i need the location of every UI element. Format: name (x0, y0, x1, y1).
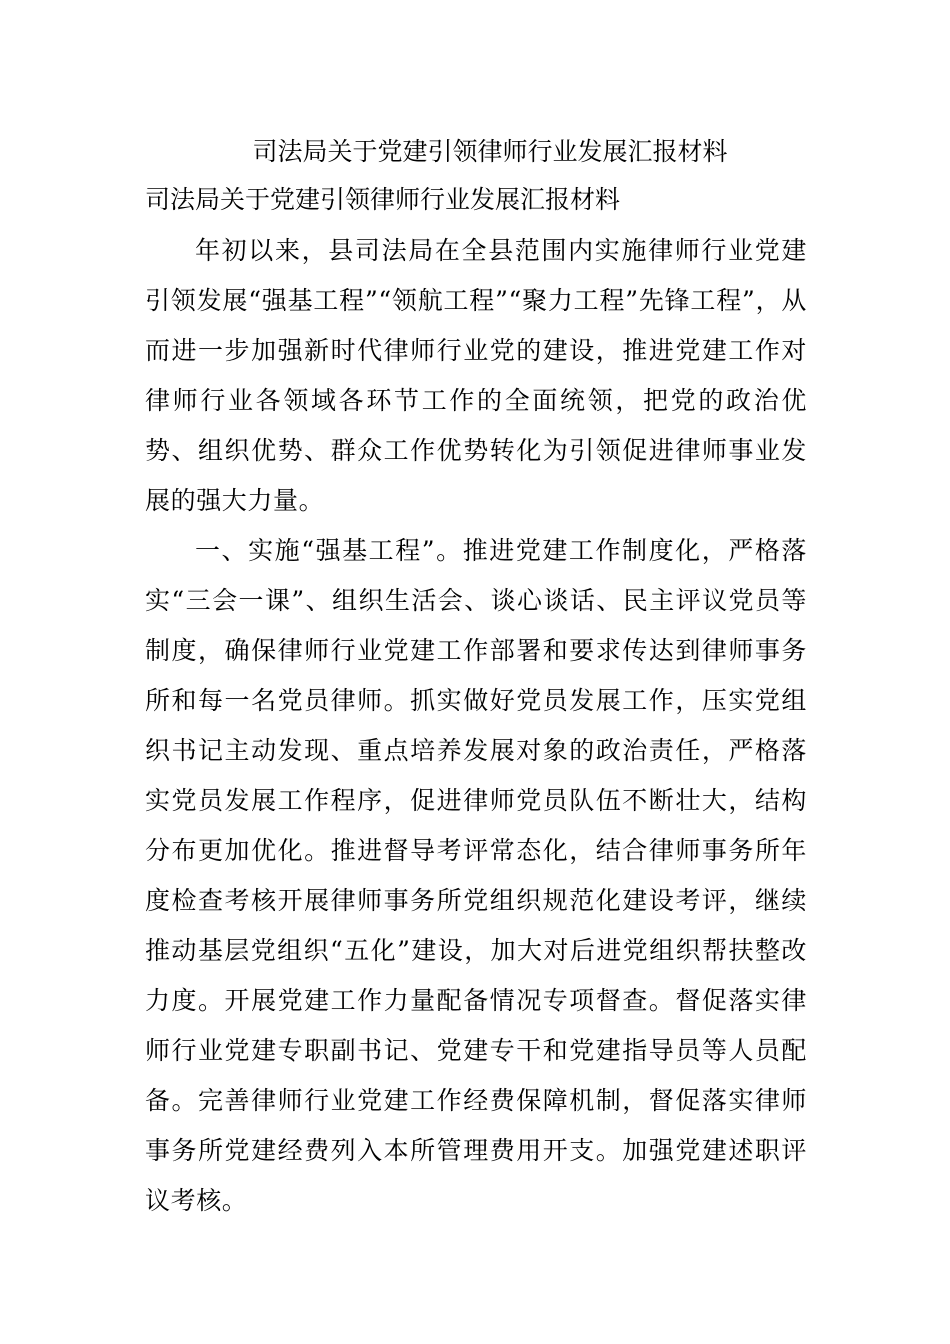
paragraph-intro: 年初以来，县司法局在全县范围内实施律师行业党建引领发展“强基工程”“领航工程”“聚力工程”先锋工程”，从而进一步加强新时代律师行业党的建设，推进党建工作对律师行业各领域各环节工作的全面统领，把党的政治优势、组织优势、群众工作优势转化为引领促进律师事业发展的强大力量。 (145, 236, 807, 515)
document-subtitle: 司法局关于党建引领律师行业发展汇报材料 (145, 185, 621, 214)
document-body (145, 226, 807, 1226)
paragraph-section-one: 一、实施“强基工程”。推进党建工作制度化，严格落实“三会一课”、组织生活会、谈心谈话、民主评议党员等制度，确保律师行业党建工作部署和要求传达到律师事务所和每一名党员律师。抓实做好党员发展工作，压实党组织书记主动发现、重点培养发展对象的政治责任，严格落实党员发展工作程序，促进律师党员队伍不断壮大，结构分布更加优化。推进督导考评常态化，结合律师事务所年度检查考核开展律师事务所党组织规范化建设考评，继续推动基层党组织“五化”建设，加大对后进党组织帮扶整改力度。开展党建工作力量配备情况专项督查。督促落实律师行业党建专职副书记、党建专干和党建指导员等人员配备。完善律师行业党建工作经费保障机制，督促落实律师事务所党建经费列入本所管理费用开支。加强党建述职评议考核。 (145, 536, 807, 1215)
document-title: 司法局关于党建引领律师行业发展汇报材料 (252, 137, 728, 166)
